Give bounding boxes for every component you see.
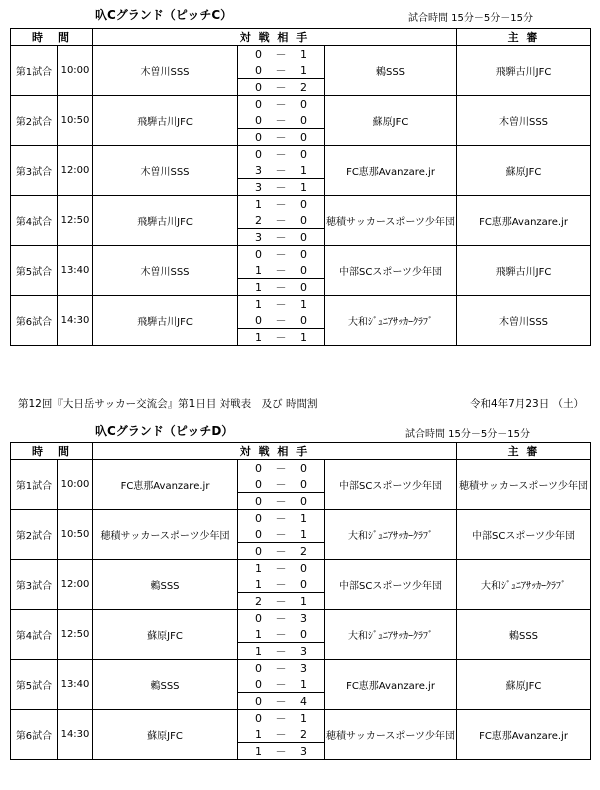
half-score bbox=[238, 476, 325, 493]
away-team: 蘇原JFC bbox=[325, 96, 457, 146]
match-label: 第1試合 bbox=[11, 460, 58, 510]
match-time: 10:00 bbox=[58, 46, 93, 96]
half-score bbox=[238, 46, 325, 63]
home-team: 飛騨古川JFC bbox=[93, 296, 238, 346]
score-left: 0 bbox=[255, 113, 262, 127]
score-dash: － bbox=[275, 298, 287, 311]
total-score bbox=[238, 743, 325, 760]
score-right: 1 bbox=[300, 594, 307, 608]
score-dash: － bbox=[275, 198, 287, 211]
score-dash: － bbox=[275, 214, 287, 227]
header-time: 時 間 bbox=[11, 29, 93, 46]
section2-schedule-table bbox=[10, 442, 591, 760]
match-time: 13:40 bbox=[58, 660, 93, 710]
score-right: 0 bbox=[300, 230, 307, 244]
score-right: 3 bbox=[300, 644, 307, 658]
total-score bbox=[238, 179, 325, 196]
header-opponent: 対 戦 相 手 bbox=[93, 29, 457, 46]
score-left: 3 bbox=[255, 163, 262, 177]
section1-time-info: 試合時間 15分－5分－15分 bbox=[408, 13, 533, 24]
section2-title: 叺Cグランド（ピッチD） bbox=[95, 424, 234, 438]
away-team: 穂積サッカースポーツ少年団 bbox=[325, 710, 457, 760]
referee: 木曽川SSS bbox=[457, 96, 591, 146]
match-time: 13:40 bbox=[58, 246, 93, 296]
away-team: FC恵那Avanzare.jr bbox=[325, 660, 457, 710]
score-left: 0 bbox=[255, 527, 262, 541]
score-dash: － bbox=[275, 478, 287, 491]
half-score bbox=[238, 676, 325, 693]
score-right: 0 bbox=[300, 461, 307, 475]
score-right: 1 bbox=[300, 527, 307, 541]
half-score bbox=[238, 660, 325, 677]
away-team: 大和ｼﾞｭﾆｱｻｯｶｰｸﾗﾌﾞ bbox=[325, 610, 457, 660]
score-left: 0 bbox=[255, 461, 262, 475]
score-right: 0 bbox=[300, 247, 307, 261]
section1-schedule-table bbox=[10, 28, 591, 346]
score-left: 0 bbox=[255, 711, 262, 725]
score-left: 1 bbox=[255, 644, 262, 658]
half-score bbox=[238, 62, 325, 79]
score-right: 0 bbox=[300, 263, 307, 277]
score-right: 1 bbox=[300, 677, 307, 691]
referee: FC恵那Avanzare.jr bbox=[457, 196, 591, 246]
score-right: 0 bbox=[300, 561, 307, 575]
total-score bbox=[238, 329, 325, 346]
score-dash: － bbox=[275, 281, 287, 294]
score-right: 0 bbox=[300, 477, 307, 491]
referee: 蘇原JFC bbox=[457, 660, 591, 710]
header-referee: 主 審 bbox=[457, 443, 591, 460]
score-dash: － bbox=[275, 578, 287, 591]
match-time: 14:30 bbox=[58, 296, 93, 346]
score-right: 3 bbox=[300, 611, 307, 625]
section2-matches bbox=[11, 460, 591, 760]
home-team: 飛騨古川JFC bbox=[93, 96, 238, 146]
score-dash: － bbox=[275, 695, 287, 708]
referee: 蘇原JFC bbox=[457, 146, 591, 196]
score-left: 0 bbox=[255, 80, 262, 94]
match-label: 第6試合 bbox=[11, 296, 58, 346]
away-team: 大和ｼﾞｭﾆｱｻｯｶｰｸﾗﾌﾞ bbox=[325, 510, 457, 560]
half-score bbox=[238, 610, 325, 627]
score-dash: － bbox=[275, 595, 287, 608]
section1-matches bbox=[11, 46, 591, 346]
score-left: 1 bbox=[255, 330, 262, 344]
header-referee: 主 審 bbox=[457, 29, 591, 46]
match-label: 第2試合 bbox=[11, 96, 58, 146]
away-team: FC恵那Avanzare.jr bbox=[325, 146, 457, 196]
half-score bbox=[238, 146, 325, 163]
score-left: 1 bbox=[255, 577, 262, 591]
score-right: 0 bbox=[300, 147, 307, 161]
score-left: 0 bbox=[255, 494, 262, 508]
half-score bbox=[238, 196, 325, 213]
half-score bbox=[238, 560, 325, 577]
score-left: 0 bbox=[255, 97, 262, 111]
away-team: 中部SCスポーツ少年団 bbox=[325, 560, 457, 610]
score-left: 0 bbox=[255, 247, 262, 261]
section1-title: 叺Cグランド（ピッチC） bbox=[95, 8, 233, 22]
score-dash: － bbox=[275, 231, 287, 244]
score-left: 0 bbox=[255, 47, 262, 61]
half-score bbox=[238, 262, 325, 279]
score-dash: － bbox=[275, 528, 287, 541]
section2-time-info: 試合時間 15分－5分－15分 bbox=[405, 429, 530, 440]
total-score bbox=[238, 593, 325, 610]
score-dash: － bbox=[275, 562, 287, 575]
half-score bbox=[238, 510, 325, 527]
half-score bbox=[238, 112, 325, 129]
score-right: 0 bbox=[300, 627, 307, 641]
score-left: 1 bbox=[255, 297, 262, 311]
score-dash: － bbox=[275, 48, 287, 61]
match-label: 第4試合 bbox=[11, 196, 58, 246]
match-time: 10:50 bbox=[58, 510, 93, 560]
score-dash: － bbox=[275, 745, 287, 758]
match-label: 第3試合 bbox=[11, 560, 58, 610]
score-right: 1 bbox=[300, 163, 307, 177]
home-team: 木曽川SSS bbox=[93, 146, 238, 196]
score-right: 0 bbox=[300, 213, 307, 227]
score-right: 1 bbox=[300, 180, 307, 194]
total-score bbox=[238, 543, 325, 560]
half-score bbox=[238, 162, 325, 179]
score-right: 0 bbox=[300, 577, 307, 591]
half-score bbox=[238, 526, 325, 543]
score-left: 0 bbox=[255, 313, 262, 327]
score-dash: － bbox=[275, 148, 287, 161]
score-left: 1 bbox=[255, 280, 262, 294]
score-dash: － bbox=[275, 131, 287, 144]
match-label: 第2試合 bbox=[11, 510, 58, 560]
total-score bbox=[238, 643, 325, 660]
score-dash: － bbox=[275, 645, 287, 658]
score-dash: － bbox=[275, 628, 287, 641]
away-team: 鶫SSS bbox=[325, 46, 457, 96]
referee: FC恵那Avanzare.jr bbox=[457, 710, 591, 760]
score-right: 1 bbox=[300, 511, 307, 525]
match-label: 第6試合 bbox=[11, 710, 58, 760]
half-score bbox=[238, 296, 325, 313]
referee: 鶫SSS bbox=[457, 610, 591, 660]
score-dash: － bbox=[275, 164, 287, 177]
referee: 飛騨古川JFC bbox=[457, 46, 591, 96]
match-time: 10:50 bbox=[58, 96, 93, 146]
score-left: 0 bbox=[255, 544, 262, 558]
score-dash: － bbox=[275, 248, 287, 261]
score-right: 3 bbox=[300, 661, 307, 675]
event-date: 令和4年7月23日 （土） bbox=[470, 398, 585, 410]
half-score bbox=[238, 626, 325, 643]
score-dash: － bbox=[275, 612, 287, 625]
score-dash: － bbox=[275, 314, 287, 327]
home-team: 蘇原JFC bbox=[93, 610, 238, 660]
half-score bbox=[238, 96, 325, 113]
score-left: 2 bbox=[255, 594, 262, 608]
half-score bbox=[238, 312, 325, 329]
score-right: 0 bbox=[300, 97, 307, 111]
score-right: 0 bbox=[300, 113, 307, 127]
score-dash: － bbox=[275, 728, 287, 741]
referee: 木曽川SSS bbox=[457, 296, 591, 346]
score-left: 0 bbox=[255, 677, 262, 691]
score-left: 0 bbox=[255, 694, 262, 708]
score-right: 2 bbox=[300, 727, 307, 741]
match-time: 12:50 bbox=[58, 196, 93, 246]
score-right: 4 bbox=[300, 694, 307, 708]
total-score bbox=[238, 279, 325, 296]
half-score bbox=[238, 246, 325, 263]
score-left: 1 bbox=[255, 627, 262, 641]
match-label: 第4試合 bbox=[11, 610, 58, 660]
score-left: 1 bbox=[255, 197, 262, 211]
score-dash: － bbox=[275, 98, 287, 111]
score-right: 0 bbox=[300, 280, 307, 294]
score-left: 2 bbox=[255, 213, 262, 227]
score-right: 0 bbox=[300, 494, 307, 508]
score-left: 0 bbox=[255, 63, 262, 77]
score-right: 0 bbox=[300, 130, 307, 144]
score-dash: － bbox=[275, 114, 287, 127]
score-right: 2 bbox=[300, 544, 307, 558]
score-dash: － bbox=[275, 678, 287, 691]
half-score bbox=[238, 460, 325, 477]
score-dash: － bbox=[275, 331, 287, 344]
half-score bbox=[238, 212, 325, 229]
half-score bbox=[238, 726, 325, 743]
score-dash: － bbox=[275, 462, 287, 475]
away-team: 大和ｼﾞｭﾆｱｻｯｶｰｸﾗﾌﾞ bbox=[325, 296, 457, 346]
score-left: 0 bbox=[255, 130, 262, 144]
home-team: 蘇原JFC bbox=[93, 710, 238, 760]
away-team: 中部SCスポーツ少年団 bbox=[325, 460, 457, 510]
referee: 穂積サッカースポーツ少年団 bbox=[457, 460, 591, 510]
score-dash: － bbox=[275, 495, 287, 508]
score-dash: － bbox=[275, 512, 287, 525]
home-team: 鶫SSS bbox=[93, 660, 238, 710]
score-left: 1 bbox=[255, 263, 262, 277]
home-team: FC恵那Avanzare.jr bbox=[93, 460, 238, 510]
score-dash: － bbox=[275, 64, 287, 77]
score-left: 1 bbox=[255, 727, 262, 741]
total-score bbox=[238, 129, 325, 146]
score-right: 1 bbox=[300, 711, 307, 725]
referee: 飛騨古川JFC bbox=[457, 246, 591, 296]
score-right: 0 bbox=[300, 197, 307, 211]
match-time: 12:50 bbox=[58, 610, 93, 660]
total-score bbox=[238, 229, 325, 246]
home-team: 木曽川SSS bbox=[93, 246, 238, 296]
header-time: 時 間 bbox=[11, 443, 93, 460]
score-dash: － bbox=[275, 264, 287, 277]
score-dash: － bbox=[275, 545, 287, 558]
score-right: 1 bbox=[300, 297, 307, 311]
match-time: 10:00 bbox=[58, 460, 93, 510]
total-score bbox=[238, 79, 325, 96]
match-label: 第3試合 bbox=[11, 146, 58, 196]
score-left: 0 bbox=[255, 661, 262, 675]
score-right: 3 bbox=[300, 744, 307, 758]
score-left: 1 bbox=[255, 561, 262, 575]
home-team: 鶫SSS bbox=[93, 560, 238, 610]
home-team: 木曽川SSS bbox=[93, 46, 238, 96]
score-dash: － bbox=[275, 81, 287, 94]
match-label: 第1試合 bbox=[11, 46, 58, 96]
score-dash: － bbox=[275, 662, 287, 675]
match-time: 12:00 bbox=[58, 146, 93, 196]
away-team: 穂積サッカースポーツ少年団 bbox=[325, 196, 457, 246]
score-left: 1 bbox=[255, 744, 262, 758]
match-label: 第5試合 bbox=[11, 246, 58, 296]
home-team: 穂積サッカースポーツ少年団 bbox=[93, 510, 238, 560]
score-right: 0 bbox=[300, 313, 307, 327]
score-right: 2 bbox=[300, 80, 307, 94]
header-opponent: 対 戦 相 手 bbox=[93, 443, 457, 460]
home-team: 飛騨古川JFC bbox=[93, 196, 238, 246]
referee: 大和ｼﾞｭﾆｱｻｯｶｰｸﾗﾌﾞ bbox=[457, 560, 591, 610]
match-time: 14:30 bbox=[58, 710, 93, 760]
score-dash: － bbox=[275, 181, 287, 194]
score-dash: － bbox=[275, 712, 287, 725]
score-left: 0 bbox=[255, 611, 262, 625]
total-score bbox=[238, 693, 325, 710]
score-right: 1 bbox=[300, 63, 307, 77]
total-score bbox=[238, 493, 325, 510]
away-team: 中部SCスポーツ少年団 bbox=[325, 246, 457, 296]
match-time: 12:00 bbox=[58, 560, 93, 610]
referee: 中部SCスポーツ少年団 bbox=[457, 510, 591, 560]
event-title: 第12回『大日岳サッカー交流会』第1日目 対戦表 及び 時間割 bbox=[18, 398, 318, 410]
match-label: 第5試合 bbox=[11, 660, 58, 710]
score-left: 3 bbox=[255, 230, 262, 244]
score-left: 0 bbox=[255, 511, 262, 525]
score-left: 3 bbox=[255, 180, 262, 194]
score-left: 0 bbox=[255, 147, 262, 161]
score-right: 1 bbox=[300, 330, 307, 344]
half-score bbox=[238, 710, 325, 727]
half-score bbox=[238, 576, 325, 593]
score-right: 1 bbox=[300, 47, 307, 61]
score-left: 0 bbox=[255, 477, 262, 491]
